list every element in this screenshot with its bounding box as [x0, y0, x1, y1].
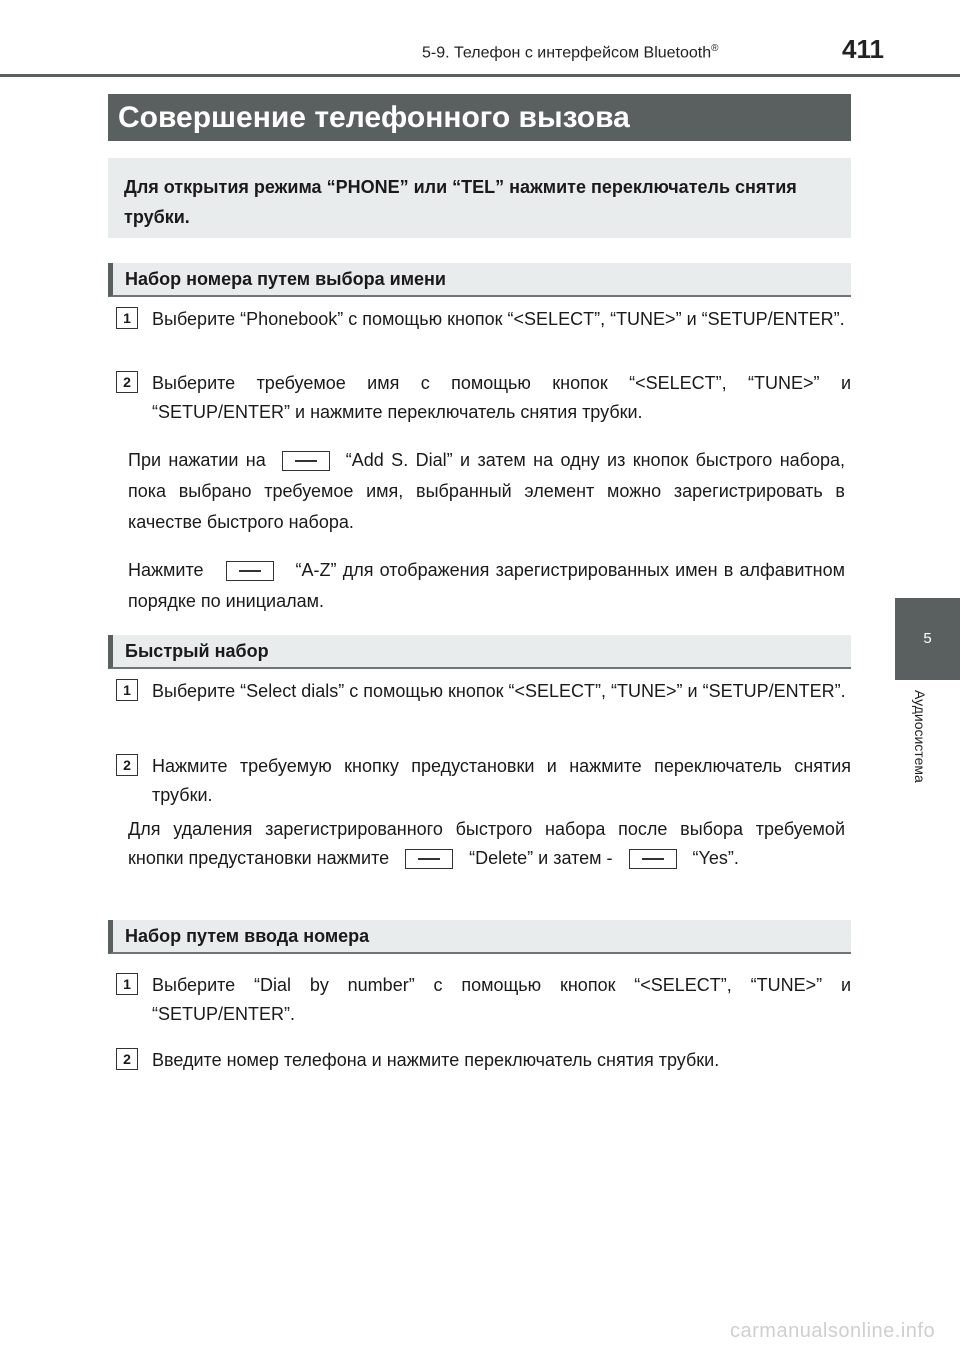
- step-text: Выберите “Phonebook” с помощью кнопок “<SELECT”, “TUNE>” и “SETUP/ENTER”.: [152, 309, 845, 329]
- section-header-speed-dial: Быстрый набор: [108, 635, 851, 669]
- section-header-dial-by-name: Набор номера путем выбора имени: [108, 263, 851, 297]
- note-paragraph: Для удаления зарегистрированного быстрого набора после выбора требуемой кнопки предустановки нажмите “Delete” и затем - “Yes”.: [128, 819, 845, 868]
- section-header-dial-by-number: Набор путем ввода номера: [108, 920, 851, 954]
- step-item: [116, 305, 851, 334]
- step-text: Выберите “Dial by number” с помощью кнопок “<SELECT”, “TUNE>” и “SETUP/ENTER”.: [152, 975, 851, 1024]
- page-number: 411: [842, 34, 884, 64]
- step-item: [116, 677, 851, 706]
- screen-button-icon: [226, 561, 274, 581]
- step-text: Введите номер телефона и нажмите переключатель снятия трубки.: [152, 1050, 720, 1070]
- watermark: carmanualsonline.info: [730, 1320, 936, 1342]
- step-item: [116, 1046, 851, 1075]
- screen-button-icon: [629, 849, 677, 869]
- intro-box: Для открытия режима “PHONE” или “TEL” нажмите переключатель снятия трубки.: [108, 158, 851, 238]
- page-title: Совершение телефонного вызова: [108, 94, 851, 141]
- step-item: [116, 971, 851, 1029]
- note-paragraph: При нажатии на “Add S. Dial” и затем на одну из кнопок быстрого набора, пока выбрано требуемое имя, выбранный элемент можно зарегистрировать в качестве быстрого набора.: [128, 450, 846, 532]
- step-number: 1: [116, 679, 138, 701]
- step-item: [116, 369, 851, 427]
- step-text: Выберите “Select dials” с помощью кнопок “<SELECT”, “TUNE>” и “SETUP/ENTER”.: [152, 681, 846, 701]
- screen-button-icon: [405, 849, 453, 869]
- step-number: 2: [116, 371, 138, 393]
- step-text: Выберите требуемое имя с помощью кнопок “<SELECT”, “TUNE>” и “SETUP/ENTER” и нажмите переключатель снятия трубки.: [152, 373, 851, 422]
- chapter-tab-label: Аудиосистема: [912, 690, 928, 783]
- step-number: 1: [116, 973, 138, 995]
- chapter-title: 5-9. Телефон с интерфейсом Bluetooth®: [422, 43, 719, 62]
- screen-button-icon: [282, 451, 330, 471]
- step-number: 2: [116, 754, 138, 776]
- chapter-tab[interactable]: 5: [895, 598, 960, 680]
- step-item: [116, 752, 851, 810]
- header-divider: [0, 74, 960, 77]
- step-number: 1: [116, 307, 138, 329]
- step-number: 2: [116, 1048, 138, 1070]
- note-paragraph: Нажмите “A-Z” для отображения зарегистрированных имен в алфавитном порядке по инициалам.: [128, 560, 845, 611]
- step-text: Нажмите требуемую кнопку предустановки и нажмите переключатель снятия трубки.: [152, 756, 851, 805]
